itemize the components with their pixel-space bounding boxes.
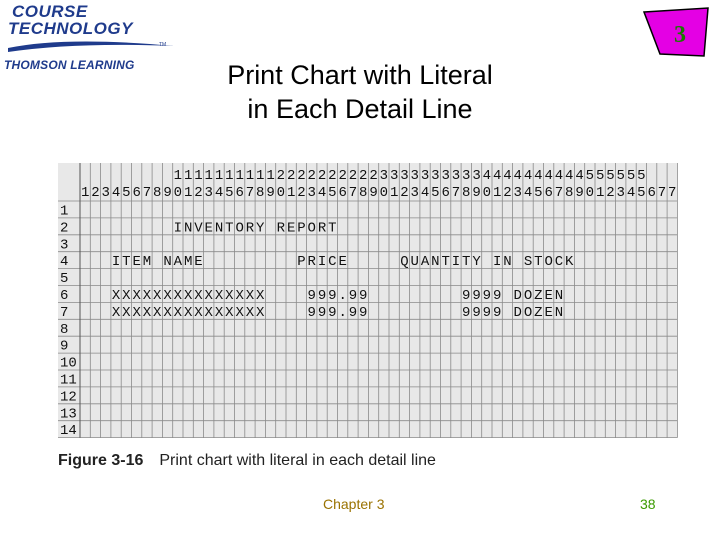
- print-chart-char: I: [317, 254, 327, 271]
- print-chart-char: X: [183, 288, 193, 304]
- print-chart-char: X: [142, 304, 152, 321]
- tens-header-digit: 2: [317, 168, 327, 184]
- print-chart-char: X: [111, 288, 121, 304]
- print-chart-char: P: [297, 220, 306, 237]
- print-chart-char: 9: [348, 288, 358, 304]
- print-chart-char: X: [111, 304, 121, 321]
- tens-header-digit: 4: [544, 168, 553, 184]
- print-chart-char: T: [534, 254, 543, 271]
- print-chart-char: X: [245, 288, 255, 304]
- ones-header-digit: 6: [647, 185, 656, 201]
- ones-header-digit: 4: [111, 185, 121, 201]
- ones-header-digit: 9: [163, 185, 172, 201]
- print-chart-char: 9: [462, 288, 471, 304]
- print-chart-char: O: [523, 288, 533, 304]
- ones-header-digit: 5: [122, 185, 131, 201]
- row-number-label: 3: [60, 237, 69, 254]
- print-chart-char: X: [225, 304, 234, 321]
- ones-header-digit: 4: [214, 185, 224, 201]
- print-chart-char: E: [194, 254, 203, 271]
- print-chart-char: 9: [317, 288, 327, 304]
- print-chart-char: I: [492, 254, 502, 271]
- tens-header-digit: 2: [328, 168, 337, 184]
- print-chart-char: N: [431, 254, 440, 271]
- print-chart-char: X: [225, 288, 234, 304]
- print-chart-char: 9: [462, 304, 471, 321]
- print-chart-char: X: [153, 288, 162, 304]
- ones-header-digit: 7: [245, 185, 255, 201]
- footer-chapter: Chapter 3: [323, 496, 385, 512]
- print-chart-char: 9: [492, 304, 502, 321]
- tens-header-digit: 2: [359, 168, 368, 184]
- print-chart-char: E: [544, 288, 553, 304]
- footer-page-number: 38: [640, 496, 656, 512]
- print-chart-char: 9: [328, 304, 337, 321]
- ones-header-digit: 7: [142, 185, 152, 201]
- print-chart-char: R: [307, 254, 316, 271]
- ones-header-digit: 6: [235, 185, 244, 201]
- ones-header-digit: 6: [338, 185, 347, 201]
- ones-header-digit: 1: [492, 185, 502, 201]
- tens-header-digit: 4: [523, 168, 533, 184]
- tens-header-digit: 4: [492, 168, 502, 184]
- row-number-label: 4: [60, 254, 69, 271]
- tens-header-digit: 3: [420, 168, 430, 184]
- tens-header-digit: 4: [503, 168, 512, 184]
- ones-header-digit: 9: [266, 185, 275, 201]
- print-chart-char: X: [256, 288, 265, 304]
- row-number-label: 10: [60, 355, 77, 372]
- print-chart-char: X: [183, 304, 193, 321]
- ones-header-digit: 1: [80, 185, 90, 201]
- print-chart-char: M: [142, 254, 152, 271]
- print-chart-char: E: [544, 304, 553, 321]
- logo-line3: THOMSON LEARNING: [4, 58, 135, 72]
- ones-header-digit: 4: [420, 185, 430, 201]
- ones-header-digit: 1: [286, 185, 296, 201]
- print-chart-char: 9: [359, 288, 368, 304]
- tens-header-digit: 1: [225, 168, 234, 184]
- ones-header-digit: 2: [606, 185, 615, 201]
- print-chart-char: 9: [472, 304, 481, 321]
- figure-caption: [58, 452, 436, 470]
- row-number-label: 5: [60, 271, 69, 288]
- ones-header-digit: 9: [575, 185, 584, 201]
- ones-header-digit: 7: [554, 185, 564, 201]
- print-chart-char: O: [523, 304, 533, 321]
- print-chart-char: X: [122, 288, 131, 304]
- print-chart-char: R: [317, 220, 327, 237]
- print-chart-char: Z: [534, 288, 543, 304]
- print-chart-char: X: [173, 288, 183, 304]
- tens-header-digit: 1: [256, 168, 265, 184]
- print-chart-char: A: [173, 254, 183, 271]
- print-chart-char: T: [225, 220, 234, 237]
- print-chart-char: X: [142, 288, 152, 304]
- ones-header-digit: 8: [153, 185, 162, 201]
- print-chart-char: Z: [534, 304, 543, 321]
- print-chart-char: X: [256, 304, 265, 321]
- tens-header-digit: 4: [565, 168, 574, 184]
- slide-title: [170, 58, 550, 126]
- tens-header-digit: 4: [554, 168, 564, 184]
- row-number-label: 2: [60, 220, 69, 237]
- ones-header-digit: 8: [462, 185, 471, 201]
- print-chart-char: 9: [492, 288, 502, 304]
- print-chart-char: 9: [348, 304, 358, 321]
- print-chart-char: 9: [307, 304, 316, 321]
- print-chart-char: E: [204, 220, 213, 237]
- tens-header-digit: 4: [575, 168, 584, 184]
- slide-title-line1: Print Chart with Literal: [227, 60, 493, 90]
- ones-header-digit: 2: [503, 185, 512, 201]
- print-chart-char: I: [173, 220, 183, 237]
- row-number-label: 8: [60, 321, 69, 338]
- tens-header-digit: 4: [534, 168, 543, 184]
- tens-header-digit: 1: [183, 168, 193, 184]
- row-number-label: 1: [60, 203, 69, 220]
- print-chart-char: N: [214, 220, 224, 237]
- tens-header-digit: 2: [276, 168, 286, 184]
- print-chart-char: V: [194, 220, 203, 237]
- print-chart-char: N: [183, 220, 193, 237]
- tens-header-digit: 1: [194, 168, 203, 184]
- ones-header-digit: 2: [400, 185, 409, 201]
- ones-header-digit: 6: [441, 185, 450, 201]
- logo-line2: TECHNOLOGY: [8, 19, 133, 38]
- ones-header-digit: 0: [379, 185, 389, 201]
- ones-header-digit: 7: [668, 185, 677, 201]
- print-chart-char: T: [328, 220, 337, 237]
- tens-header-digit: 2: [369, 168, 378, 184]
- print-chart-char: Y: [472, 254, 481, 271]
- logo-line1: COURSE: [12, 2, 88, 21]
- print-chart-char: X: [194, 304, 203, 321]
- print-chart-char: X: [132, 288, 141, 304]
- ones-header-digit: 5: [534, 185, 543, 201]
- print-chart-char: Y: [256, 220, 265, 237]
- tens-header-digit: 4: [513, 168, 522, 184]
- print-chart-char: X: [173, 304, 183, 321]
- ones-header-digit: 7: [348, 185, 358, 201]
- ones-header-digit: 5: [225, 185, 234, 201]
- tens-header-digit: 3: [410, 168, 419, 184]
- tens-header-digit: 5: [616, 168, 625, 184]
- ones-header-digit: 5: [328, 185, 337, 201]
- print-chart-char: I: [451, 254, 461, 271]
- row-number-label: 14: [60, 423, 77, 440]
- tens-header-digit: 1: [235, 168, 244, 184]
- print-chart-char: T: [441, 254, 450, 271]
- print-chart-char: 9: [359, 304, 368, 321]
- print-chart-char: O: [544, 254, 553, 271]
- tens-header-digit: 3: [441, 168, 450, 184]
- print-chart-char: R: [245, 220, 255, 237]
- ones-header-digit: 8: [359, 185, 368, 201]
- print-chart-char: Q: [400, 254, 409, 271]
- print-chart-char: I: [111, 254, 121, 271]
- chapter-badge: [638, 8, 710, 58]
- ones-header-digit: 0: [173, 185, 183, 201]
- ones-header-digit: 2: [91, 185, 100, 201]
- ones-header-digit: 8: [565, 185, 574, 201]
- tens-header-digit: 3: [462, 168, 471, 184]
- print-chart-char: O: [307, 220, 316, 237]
- ones-header-digit: 5: [637, 185, 646, 201]
- print-chart-char: C: [554, 254, 564, 271]
- print-chart-char: C: [328, 254, 337, 271]
- print-chart-char: 9: [482, 288, 492, 304]
- print-chart-char: X: [235, 304, 244, 321]
- tens-header-digit: 2: [286, 168, 296, 184]
- print-chart-char: X: [122, 304, 131, 321]
- ones-header-digit: 3: [513, 185, 522, 201]
- row-number-label: 9: [60, 338, 69, 355]
- tens-header-digit: 1: [245, 168, 255, 184]
- print-chart-char: N: [554, 304, 564, 321]
- print-chart-char: X: [235, 288, 244, 304]
- print-chart-char: X: [153, 304, 162, 321]
- print-chart-char: X: [204, 304, 213, 321]
- tens-header-digit: 1: [173, 168, 183, 184]
- tens-header-digit: 3: [472, 168, 481, 184]
- print-chart-char: K: [565, 254, 574, 271]
- print-chart-char: E: [286, 220, 296, 237]
- tens-header-digit: 1: [204, 168, 213, 184]
- print-chart-char: .: [338, 288, 347, 304]
- tens-header-digit: 5: [626, 168, 636, 184]
- print-chart-char: X: [245, 304, 255, 321]
- figure-number: Figure 3-16: [58, 452, 144, 469]
- print-chart-char: T: [122, 254, 131, 271]
- ones-header-digit: 4: [626, 185, 636, 201]
- ones-header-digit: 4: [523, 185, 533, 201]
- tens-header-digit: 2: [307, 168, 316, 184]
- print-chart-char: 9: [307, 288, 316, 304]
- logo-swoosh-icon: [6, 38, 178, 54]
- tens-header-digit: 5: [637, 168, 646, 184]
- tens-header-digit: 5: [606, 168, 615, 184]
- tens-header-digit: 3: [451, 168, 461, 184]
- print-chart-char: 9: [328, 288, 337, 304]
- print-chart-char: X: [163, 304, 172, 321]
- print-chart-char: 9: [317, 304, 327, 321]
- print-chart-char: .: [338, 304, 347, 321]
- tens-header-digit: 2: [297, 168, 306, 184]
- print-chart-char: S: [523, 254, 533, 271]
- tens-header-digit: 4: [482, 168, 492, 184]
- ones-header-digit: 5: [431, 185, 440, 201]
- print-chart-char: X: [214, 304, 224, 321]
- tens-header-digit: 2: [348, 168, 358, 184]
- ones-header-digit: 4: [317, 185, 327, 201]
- ones-header-digit: 3: [410, 185, 419, 201]
- print-chart-char: D: [513, 304, 522, 321]
- row-number-label: 7: [60, 304, 69, 321]
- ones-header-digit: 9: [472, 185, 481, 201]
- tens-header-digit: 1: [266, 168, 275, 184]
- print-chart-char: X: [214, 288, 224, 304]
- print-chart-char: X: [204, 288, 213, 304]
- print-chart-char: R: [276, 220, 286, 237]
- tens-header-digit: 2: [338, 168, 347, 184]
- figure-caption-text: Print chart with literal in each detail line: [159, 452, 436, 469]
- print-chart-char: X: [132, 304, 141, 321]
- ones-header-digit: 3: [101, 185, 110, 201]
- logo-trademark: TM: [159, 42, 167, 48]
- ones-header-digit: 0: [585, 185, 595, 201]
- course-technology-logo: [4, 2, 176, 72]
- print-chart-char: U: [410, 254, 419, 271]
- ones-header-digit: 6: [544, 185, 553, 201]
- tens-header-digit: 3: [400, 168, 409, 184]
- tens-header-digit: 5: [595, 168, 605, 184]
- ones-header-digit: 3: [616, 185, 625, 201]
- print-chart-char: P: [297, 254, 306, 271]
- ones-header-digit: 3: [307, 185, 316, 201]
- ones-header-digit: 1: [595, 185, 605, 201]
- row-number-label: 12: [60, 389, 77, 406]
- chapter-badge-number: 3: [674, 22, 686, 48]
- print-chart-char: A: [420, 254, 430, 271]
- ones-header-digit: 9: [369, 185, 378, 201]
- row-number-label: 6: [60, 288, 69, 304]
- tens-header-digit: 3: [389, 168, 399, 184]
- print-chart-char: O: [235, 220, 244, 237]
- ones-header-digit: 6: [132, 185, 141, 201]
- print-chart-char: N: [163, 254, 172, 271]
- tens-header-digit: 3: [431, 168, 440, 184]
- row-number-label: 11: [60, 372, 77, 389]
- print-chart-char: 9: [482, 304, 492, 321]
- row-number-label: 13: [60, 406, 77, 423]
- print-chart-char: X: [163, 288, 172, 304]
- ones-header-digit: 1: [389, 185, 399, 201]
- ones-header-digit: 0: [276, 185, 286, 201]
- print-chart-char: N: [554, 288, 564, 304]
- ones-header-digit: 2: [297, 185, 306, 201]
- print-chart-grid: [58, 163, 677, 440]
- tens-header-digit: 5: [585, 168, 595, 184]
- ones-header-digit: 0: [482, 185, 492, 201]
- print-chart-char: E: [338, 254, 347, 271]
- tens-header-digit: 1: [214, 168, 224, 184]
- print-chart-char: E: [132, 254, 141, 271]
- print-chart: [58, 163, 677, 440]
- ones-header-digit: 7: [657, 185, 667, 201]
- print-chart-char: D: [513, 288, 522, 304]
- print-chart-char: T: [462, 254, 471, 271]
- tens-header-digit: 3: [379, 168, 389, 184]
- ones-header-digit: 3: [204, 185, 213, 201]
- ones-header-digit: 1: [183, 185, 193, 201]
- ones-header-digit: 8: [256, 185, 265, 201]
- ones-header-digit: 2: [194, 185, 203, 201]
- print-chart-char: M: [183, 254, 193, 271]
- slide-title-line2: in Each Detail Line: [247, 94, 473, 124]
- print-chart-char: N: [503, 254, 512, 271]
- print-chart-char: X: [194, 288, 203, 304]
- ones-header-digit: 7: [451, 185, 461, 201]
- print-chart-char: 9: [472, 288, 481, 304]
